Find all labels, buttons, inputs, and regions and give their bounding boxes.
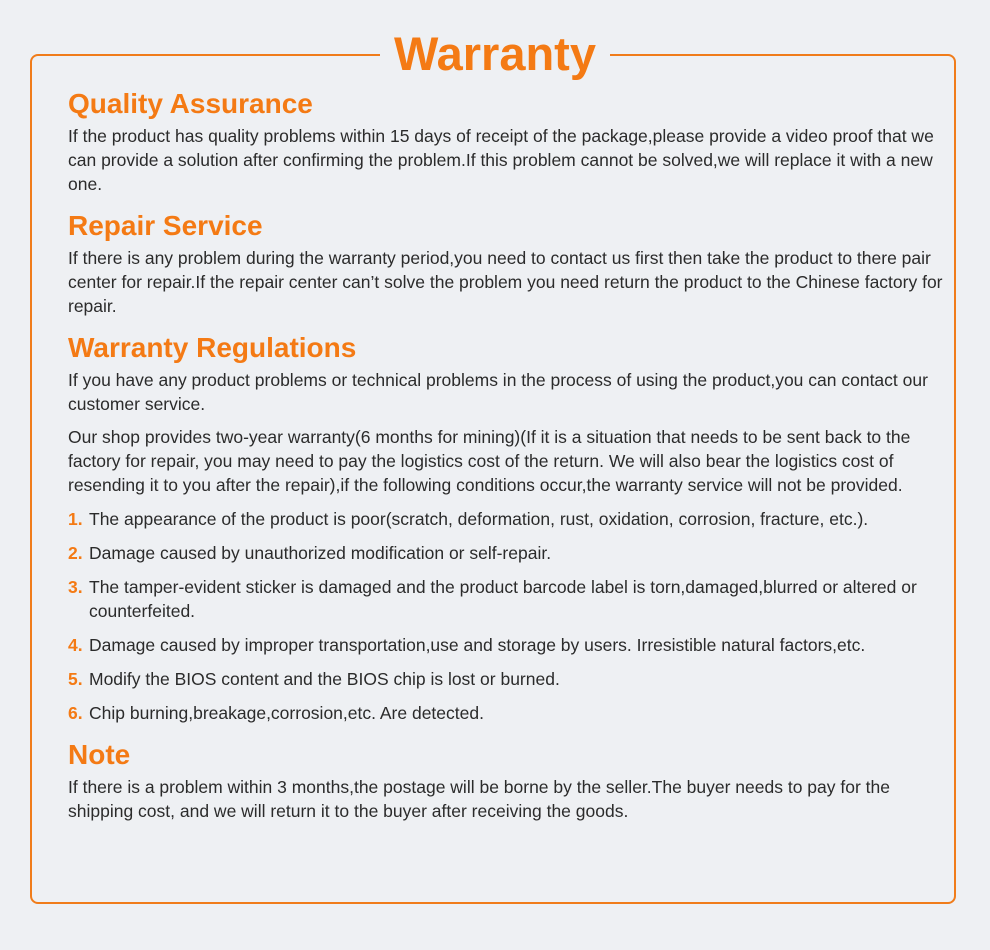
warranty-content	[68, 86, 948, 835]
list-item	[68, 701, 948, 725]
list-item-number: 4.	[68, 635, 83, 655]
warranty-regulations-intro: If you have any product problems or technical problems in the process of using the product,you can contact our customer service.	[68, 370, 928, 414]
quality-assurance-section	[68, 86, 948, 196]
list-item-text: Damage caused by unauthorized modification or self-repair.	[89, 543, 552, 563]
warranty-regulations-terms: Our shop provides two-year warranty(6 months for mining)(If it is a situation that needs to be sent back to the factory for repair, you may need to pay the logistics cost of the return. We will also bear the logistics cost of resending it to you after the repair),if the following conditions occur,the warranty service will not be provided.	[68, 427, 911, 495]
warranty-regulations-heading: Warranty Regulations	[68, 332, 357, 363]
list-item-text: Damage caused by improper transportation,use and storage by users. Irresistible natural factors,etc.	[89, 635, 866, 655]
note-section	[68, 737, 948, 823]
list-item-number: 3.	[68, 577, 83, 597]
quality-assurance-heading: Quality Assurance	[68, 88, 313, 119]
list-item-number: 2.	[68, 543, 83, 563]
repair-service-text: If there is any problem during the warranty period,you need to contact us first then take the product to there pair center for repair.If the repair center can’t solve the problem you need return the product to the Chinese factory for repair.	[68, 248, 943, 316]
page-title: Warranty	[380, 26, 610, 82]
exclusions-list	[68, 507, 948, 725]
list-item	[68, 507, 948, 531]
list-item-number: 1.	[68, 509, 83, 529]
warranty-regulations-section	[68, 330, 948, 725]
repair-service-section	[68, 208, 948, 318]
quality-assurance-text: If the product has quality problems within 15 days of receipt of the package,please provide a video proof that we can provide a solution after confirming the problem.If this problem cannot be solved,we will replace it with a new one.	[68, 126, 934, 194]
note-heading: Note	[68, 739, 131, 770]
list-item-text: The tamper-evident sticker is damaged and the product barcode label is torn,damaged,blurred or altered or counterfeited.	[89, 577, 917, 621]
list-item-text: The appearance of the product is poor(scratch, deformation, rust, oxidation, corrosion, fracture, etc.).	[89, 509, 869, 529]
list-item-number: 5.	[68, 669, 83, 689]
list-item-text: Modify the BIOS content and the BIOS chip is lost or burned.	[89, 669, 560, 689]
title-wrap	[0, 26, 990, 82]
list-item	[68, 667, 948, 691]
repair-service-heading: Repair Service	[68, 210, 263, 241]
list-item	[68, 541, 948, 565]
list-item	[68, 633, 948, 657]
list-item	[68, 575, 948, 623]
list-item-text: Chip burning,breakage,corrosion,etc. Are detected.	[89, 703, 484, 723]
note-text: If there is a problem within 3 months,the postage will be borne by the seller.The buyer needs to pay for the shipping cost, and we will return it to the buyer after receiving the goods.	[68, 777, 890, 821]
list-item-number: 6.	[68, 703, 83, 723]
